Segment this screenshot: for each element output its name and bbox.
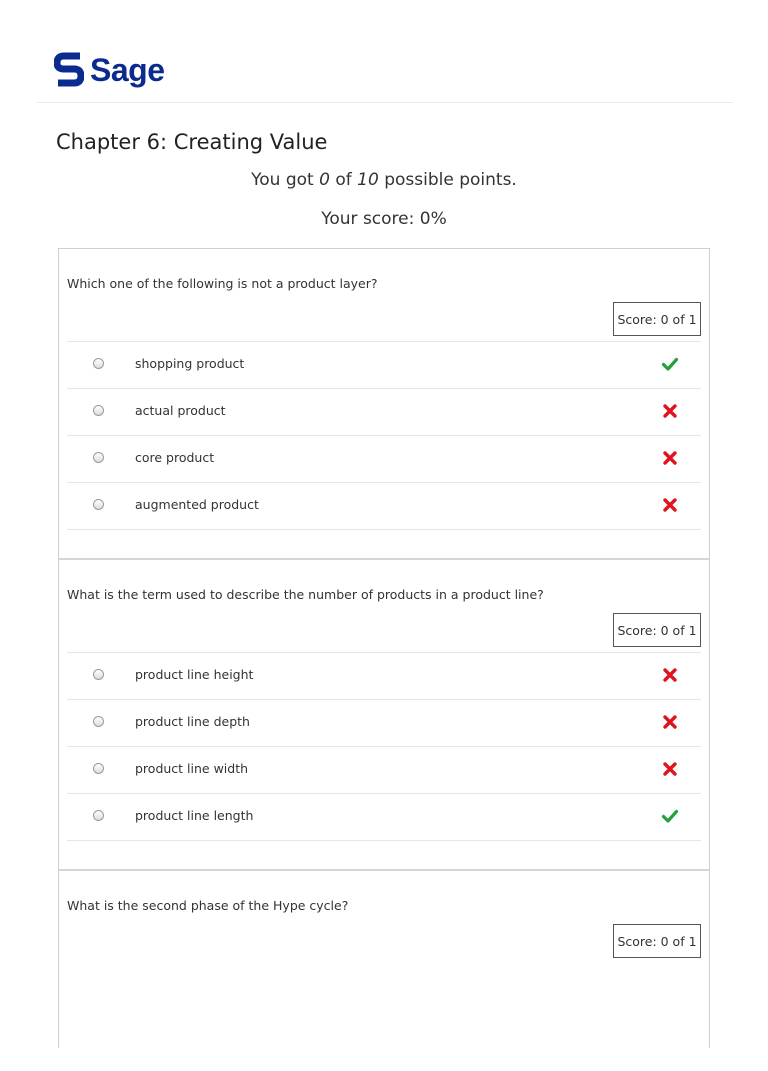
answer-option[interactable] xyxy=(67,747,701,794)
cross-icon xyxy=(661,402,679,420)
answer-list xyxy=(67,652,701,841)
answer-label: product line width xyxy=(135,761,249,776)
site-header xyxy=(36,0,733,103)
question-2 xyxy=(59,560,709,871)
answer-option[interactable] xyxy=(67,436,701,483)
answer-radio[interactable] xyxy=(93,358,104,369)
cross-icon xyxy=(661,760,679,778)
answer-label: product line depth xyxy=(135,714,250,729)
question-text: What is the second phase of the Hype cycle? xyxy=(67,898,349,913)
score-percent: Your score: 0% xyxy=(321,209,447,229)
answer-option[interactable] xyxy=(67,389,701,436)
check-icon xyxy=(661,355,679,373)
page-title: Chapter 6: Creating Value xyxy=(56,130,328,154)
answer-label: product line length xyxy=(135,808,254,823)
question-score: Score: 0 of 1 xyxy=(613,613,701,647)
quiz-results xyxy=(58,248,710,1048)
answer-option[interactable] xyxy=(67,653,701,700)
question-score: Score: 0 of 1 xyxy=(613,302,701,336)
answer-radio[interactable] xyxy=(93,810,104,821)
cross-icon xyxy=(661,496,679,514)
points-possible: 10 xyxy=(357,170,379,190)
sage-logo[interactable] xyxy=(54,52,164,88)
question-3 xyxy=(59,871,709,1071)
question-1 xyxy=(59,249,709,560)
question-text: Which one of the following is not a product layer? xyxy=(67,276,378,291)
answer-radio[interactable] xyxy=(93,499,104,510)
brand-name: Sage xyxy=(90,52,165,88)
answer-option[interactable] xyxy=(67,700,701,747)
answer-option[interactable] xyxy=(67,483,701,530)
answer-label: product line height xyxy=(135,667,254,682)
answer-radio[interactable] xyxy=(93,405,104,416)
answer-radio[interactable] xyxy=(93,763,104,774)
cross-icon xyxy=(661,713,679,731)
answer-radio[interactable] xyxy=(93,669,104,680)
answer-label: core product xyxy=(135,450,215,465)
cross-icon xyxy=(661,666,679,684)
cross-icon xyxy=(661,449,679,467)
question-score: Score: 0 of 1 xyxy=(613,924,701,958)
sage-s-icon xyxy=(54,52,84,88)
answer-label: actual product xyxy=(135,403,226,418)
answer-option[interactable] xyxy=(67,342,701,389)
answer-option[interactable] xyxy=(67,794,701,841)
question-text: What is the term used to describe the number of products in a product line? xyxy=(67,587,544,602)
check-icon xyxy=(661,807,679,825)
answer-label: shopping product xyxy=(135,356,245,371)
answer-list xyxy=(67,341,701,530)
points-summary: You got 0 of 10 possible points. xyxy=(251,170,517,190)
points-earned: 0 xyxy=(319,170,330,190)
answer-radio[interactable] xyxy=(93,452,104,463)
answer-label: augmented product xyxy=(135,497,259,512)
answer-radio[interactable] xyxy=(93,716,104,727)
